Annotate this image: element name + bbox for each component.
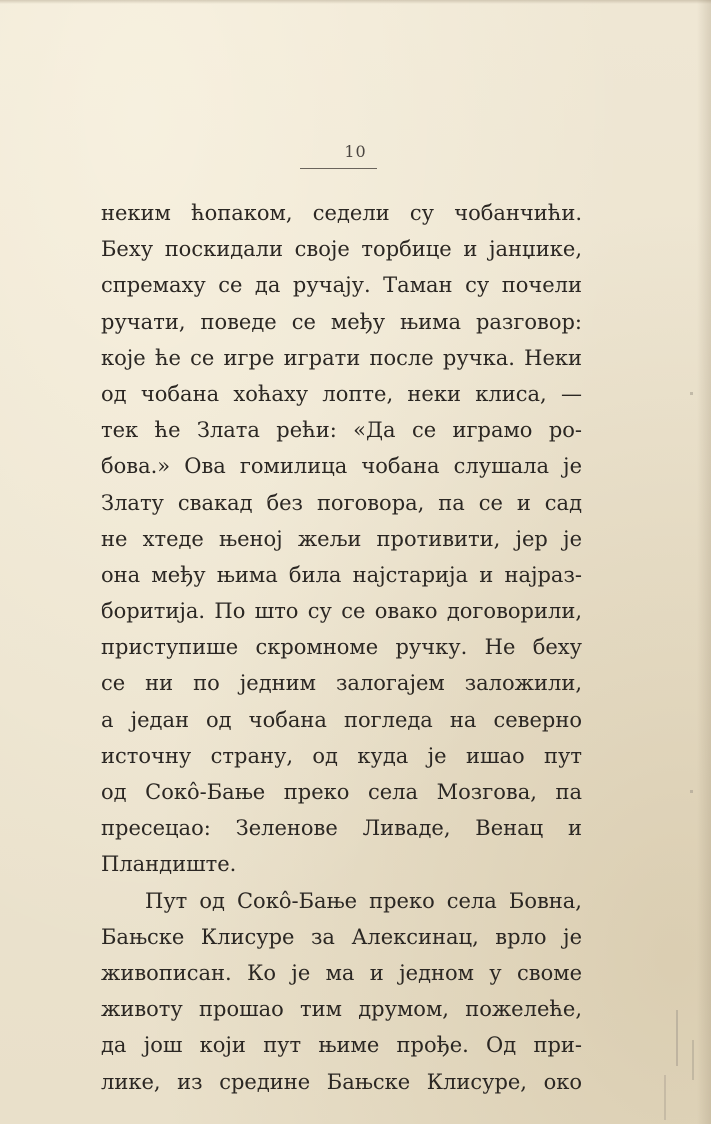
text-line: које ће се игре играти после ручка. Неки: [101, 345, 582, 370]
text-line: пресецао: Зеленове Ливаде, Венац и: [101, 816, 582, 841]
page-header: [0, 142, 711, 161]
text-line: од чобана хоћаху лопте, неки клиса, —: [101, 381, 582, 406]
text-line: да још који пут њиме прође. Од при-: [101, 1033, 582, 1058]
text-line: живописан. Ко је ма и једном у своме: [101, 960, 582, 985]
page-top-edge-shadow: [0, 0, 711, 4]
text-line: не хтеде њеној жељи противити, јер је: [101, 526, 582, 551]
scan-mark: [676, 1010, 678, 1066]
text-line: од Сокô-Бање преко села Мозгова, па: [101, 780, 582, 804]
text-line: источну страну, од куда је ишао пут: [101, 743, 582, 768]
header-rule: [300, 168, 377, 169]
text-line: бова.» Ова гомилица чобана слушала је: [101, 454, 582, 479]
text-line: лике, из средине Бањске Клисуре, око: [101, 1069, 582, 1094]
text-line: животу прошао тим друмом, пожелеће,: [101, 997, 582, 1022]
text-line: боритија. По што су се овако договорили,: [101, 599, 582, 624]
scan-mark: [692, 1040, 694, 1080]
body-text: [101, 195, 582, 1100]
text-line: се ни по једним залогајем заложили,: [101, 671, 582, 696]
text-line: она међу њима била најстарија и најраз-: [101, 562, 582, 587]
text-line: Бањске Клисуре за Алексинац, врло је: [101, 924, 582, 949]
page-right-edge-shadow: [697, 0, 711, 1124]
text-line: ручати, поведе се међу њима разговор:: [101, 309, 582, 334]
text-line: Пут од Сокô-Бање преко села Бовна,: [145, 888, 582, 913]
text-line: а један од чобана погледа на северно: [101, 707, 582, 732]
text-line: Беху поскидали своје торбице и јанџике,: [101, 237, 582, 262]
scan-mark: [690, 790, 693, 793]
text-line: неким ћопаком, седели су чобанчићи.: [101, 201, 582, 225]
text-line: Пландиште.: [101, 852, 237, 877]
text-line: Злату свакад без поговора, па се и сад: [101, 490, 582, 515]
text-line: приступише скромноме ручку. Не беху: [101, 635, 582, 660]
page-number: 10: [344, 142, 367, 161]
text-line: спремаху се да ручају. Таман су почели: [101, 273, 582, 298]
text-line: тек ће Злата рећи: «Да се играмо ро-: [101, 418, 582, 443]
scan-mark: [690, 392, 693, 395]
scan-mark: [664, 1075, 666, 1120]
